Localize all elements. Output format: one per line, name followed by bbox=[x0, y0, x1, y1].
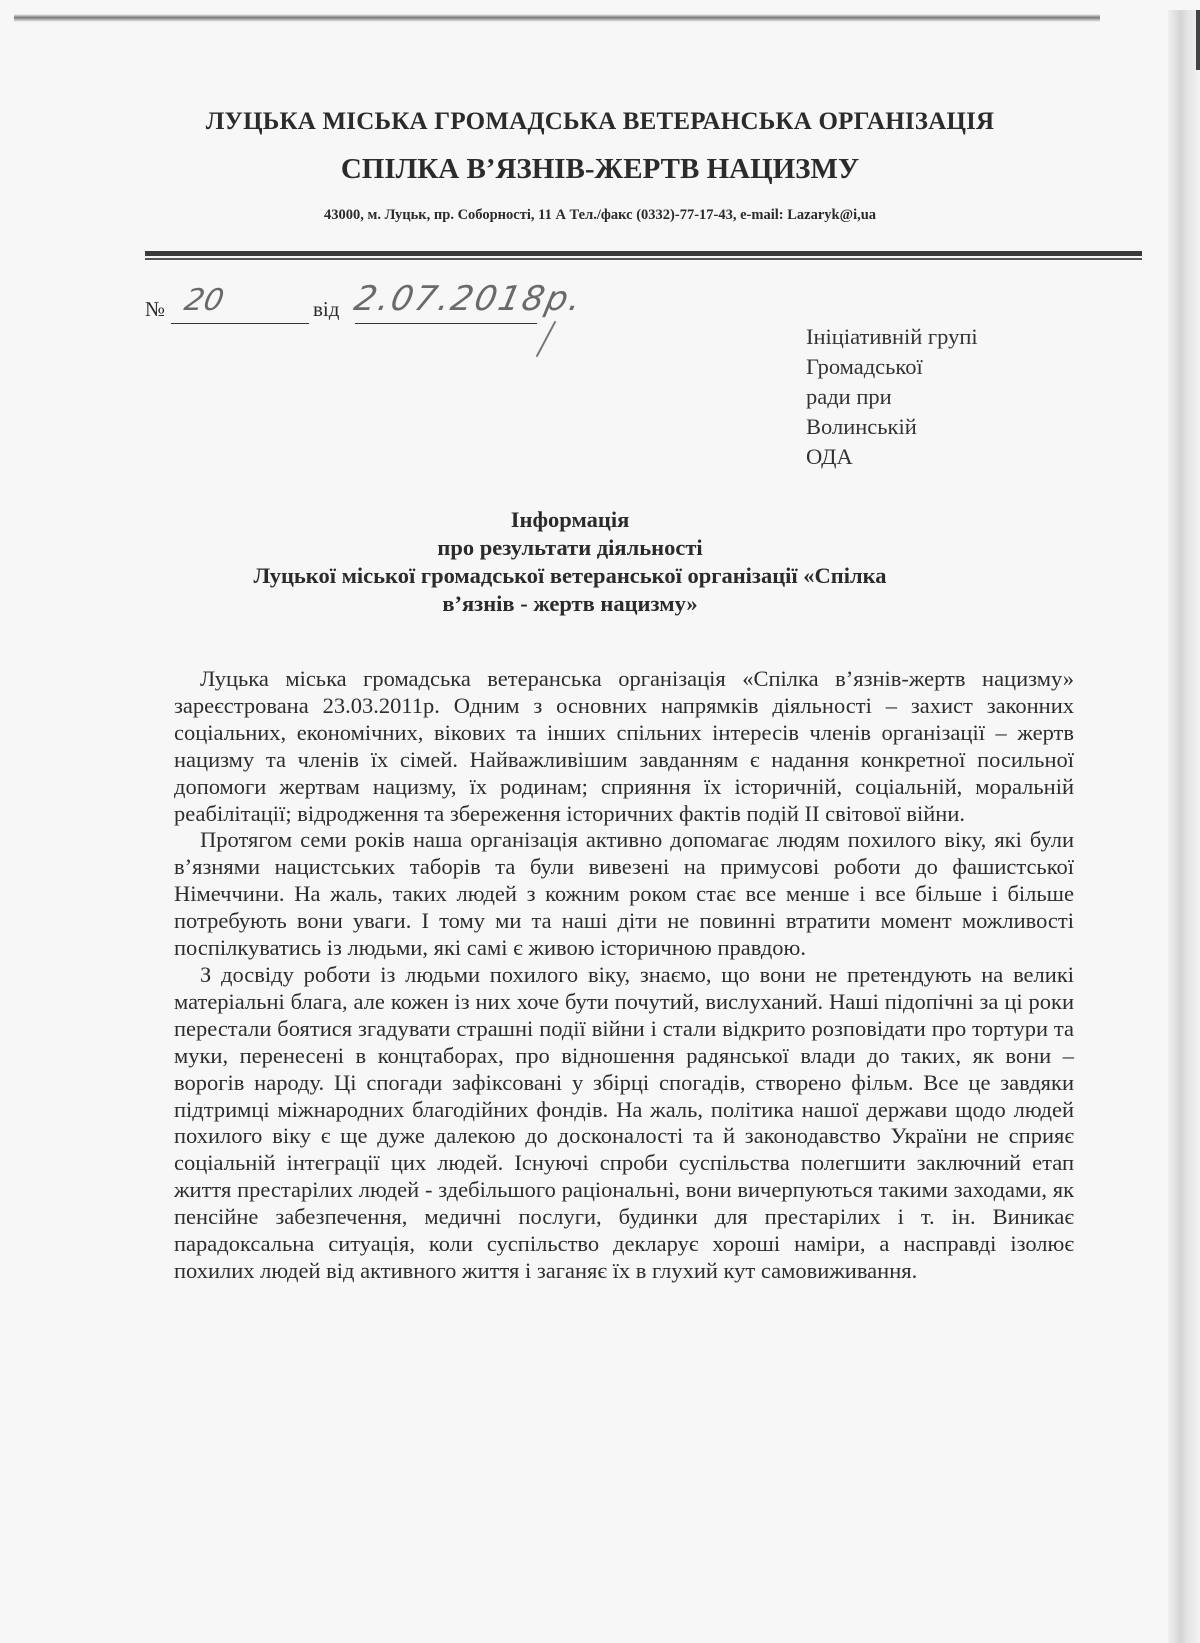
document-body bbox=[174, 666, 1074, 1285]
reference-date-handwritten: 2.07.2018р. bbox=[350, 279, 587, 319]
reference-number-label: № bbox=[145, 297, 166, 321]
addressee-line: Ініціативній групі bbox=[806, 324, 978, 349]
body-paragraph: Протягом семи років наша організація активно допомагає людям похилого віку, які були в’язнями нацистських таборів та були вивезені на примусові роботи до фашистської Німеччини. На жаль, таких людей з кожним роком стає все менше і все більше і більше потребують вони уваги. І тому ми та наші діти не повинні втратити момент можливості поспілкуватись із людьми, які самі є живою історичною правдою. bbox=[174, 827, 1074, 961]
addressee-line: ОДА bbox=[806, 444, 853, 469]
handwritten-stroke bbox=[536, 321, 557, 357]
document-title bbox=[160, 506, 980, 618]
addressee-line: Громадської bbox=[806, 354, 923, 379]
title-line: Інформація bbox=[510, 507, 630, 532]
reference-number-underline bbox=[171, 323, 309, 324]
title-line: Луцької міської громадської ветеранської організації «Спілка bbox=[253, 563, 887, 588]
title-line: в’язнів - жертв нацизму» bbox=[442, 591, 698, 616]
letterhead-rule-thin bbox=[145, 258, 1142, 260]
reference-date-label: від bbox=[313, 297, 340, 321]
body-paragraph: З досвіду роботи із людьми похилого віку, знаємо, що вони не претендують на великі матеріальні блага, але кожен із них хоче бути почутий, вислуханий. Наші підопічні за ці роки перестали боятися згадувати страшні події війни і стали відкрито розповідати про тортури та муки, перенесені в концтаборах, про відношення радянської влади до таких, як вони – ворогів народу. Ці спогади зафіксовані у збірці спогадів, створено фільм. Все це завдяки підтримці міжнародних благодійних фондів. На жаль, політика нашої держави щодо людей похилого віку є ще дуже далекою до досконалості та й законодавство України не сприяє соціальній інтеграції цих людей. Існуючі спроби суспільства полегшити заключний етап життя престарілих людей - здебільшого раціональні, вони вичерпуються такими заходами, як пенсійне забезпечення, медичні послуги, будинки для престарілих і т. ін. Виникає парадоксальна ситуація, коли суспільство декларує хороші наміри, а насправді ізолює похилих людей від активного життя і заганяє їх в глухий кут самовиживання. bbox=[174, 961, 1074, 1283]
letterhead-org-name: ЛУЦЬКА МІСЬКА ГРОМАДСЬКА ВЕТЕРАНСЬКА ОРГАНІЗАЦІЯ bbox=[205, 108, 995, 135]
body-paragraph: Луцька міська громадська ветеранська організація «Спілка в’язнів-жертв нацизму» зареєстрована 23.03.2011р. Одним з основних напрямків діяльності – захист законних соціальних, економічних, вікових та інших спільних інтересів членів організації – жертв нацизму та членів їх сімей. Найважливішим завданням є надання конкретної посильної допомоги жертвам нацизму, їх родинам; сприяння їх історичній, соціальній, моральній реабілітації; відродження та збереження історичних фактів подій ІІ світової війни. bbox=[174, 666, 1074, 826]
addressee-block bbox=[806, 322, 978, 472]
letterhead-rule-thick bbox=[145, 251, 1142, 256]
scan-edge-right bbox=[1168, 10, 1200, 1643]
addressee-line: Волинській bbox=[806, 414, 917, 439]
scan-edge-corner bbox=[1196, 10, 1200, 70]
letterhead-union-name: СПІЛКА В’ЯЗНІВ-ЖЕРТВ НАЦИЗМУ bbox=[340, 153, 860, 185]
reference-date-underline bbox=[355, 323, 537, 324]
reference-number-handwritten: 20 bbox=[181, 283, 227, 318]
title-line: про результати діяльності bbox=[437, 535, 703, 560]
letterhead-contact: 43000, м. Луцьк, пр. Соборності, 11 А Тел./факс (0332)-77-17-43, e-mail: Lazaryk@i,ua bbox=[323, 207, 877, 223]
reference-line bbox=[145, 279, 745, 333]
addressee-line: ради при bbox=[806, 384, 892, 409]
